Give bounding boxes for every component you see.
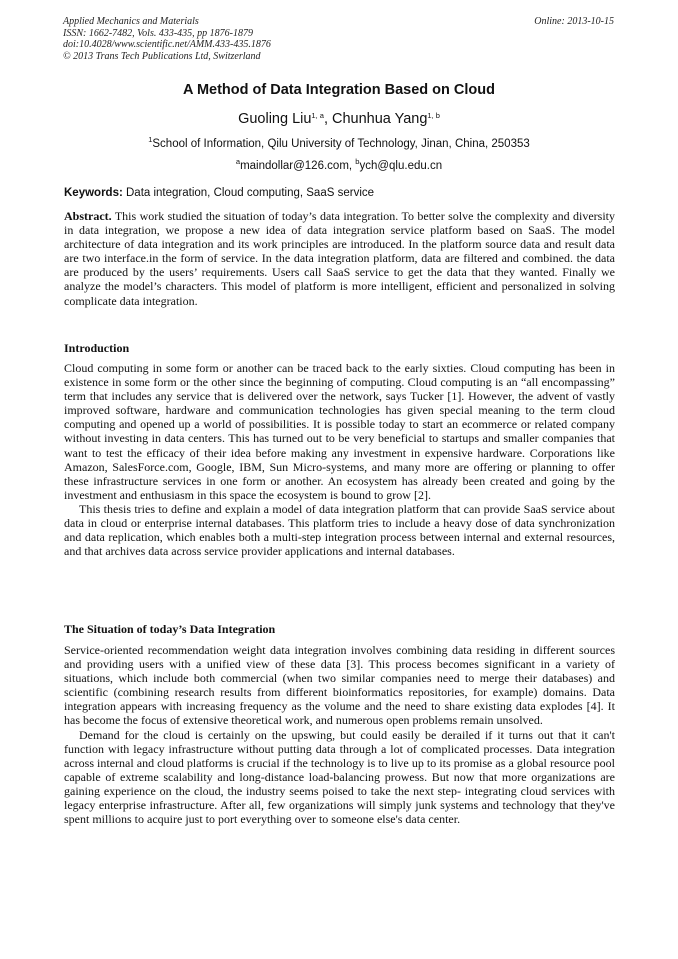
abstract bbox=[64, 209, 615, 308]
author-1-name: Guoling Liu bbox=[238, 111, 312, 127]
email-separator: , bbox=[348, 160, 356, 172]
email-b: ych@qlu.edu.cn bbox=[359, 160, 443, 172]
keywords-label: Keywords: bbox=[64, 187, 123, 199]
introduction-paragraph-1: Cloud computing in some form or another can be traced back to the early sixties. Cloud computing has been in existence in some form or the other since the beginning of computing. Cloud computing is an “all encompassing” term that includes any service that is delivered over the network, says Tucker [1]. However, the advent of vastly improved software, hardware and communication technologies has given special meaning to the term cloud computing and opened up a world of possibilities. It is possible today to start an ecommerce or related company without investing in data centers. This has turned out to be very beneficial to startups and smaller companies that want to test the efficacy of their idea before making any investment in expensive hardware. Corporations like Amazon, SalesForce.com, Google, IBM, Sun Micro-systems, and many more are offering or planning to offer these infrastructure services in one form or another. An ecosystem has already been created and going by the investment and enthusiasm in this space the ecosystem is bound to grow [2]. bbox=[64, 361, 615, 502]
author-2-name: Chunhua Yang bbox=[332, 111, 428, 127]
doi-line: doi:10.4028/www.scientific.net/AMM.433-435.1876 bbox=[63, 39, 271, 50]
abstract-label: Abstract. bbox=[64, 209, 112, 223]
email-a: maindollar@126.com bbox=[240, 160, 349, 172]
introduction-body bbox=[64, 361, 615, 558]
journal-metadata bbox=[63, 16, 271, 62]
keywords bbox=[64, 187, 374, 199]
situation-paragraph-2: Demand for the cloud is certainly on the upswing, but could easily be derailed if it turns out that it can't function with legacy infrastructure without putting data through a lot of complicated processes. Data integration across internal and cloud platforms is crucial if the technology is to live up to its promise as a global resource pool capable of extreme scalability and long-distance load-balancing prowess. But now that more organizations are gaining experience on the cloud, the industry seems poised to take the next step- integrating cloud services with legacy enterprise infrastructure. After all, few organizations will simply junk systems and technology that they've spent millions to acquire just to port everything over to someone else's data center. bbox=[64, 727, 615, 827]
affiliation bbox=[0, 135, 678, 150]
author-line bbox=[0, 111, 678, 127]
section-heading-situation: The Situation of today’s Data Integration bbox=[64, 622, 276, 636]
affiliation-mark: 1 bbox=[148, 135, 153, 144]
author-2-affiliation-mark: 1, b bbox=[427, 111, 440, 120]
email-line bbox=[0, 157, 678, 172]
author-1-affiliation-mark: 1, a bbox=[311, 111, 324, 120]
introduction-paragraph-2: This thesis tries to define and explain a model of data integration platform that can provide SaaS service about data in cloud or enterprise internal databases. This platform tries to include a heavy dose of data synchronization and data replication, which enables both a multi-step integration process between internal and external resources, and that archives data across service provider applications and internal databases. bbox=[64, 501, 615, 559]
email-a-mark: a bbox=[235, 157, 241, 166]
issn-line: ISSN: 1662-7482, Vols. 433-435, pp 1876-1879 bbox=[63, 27, 253, 39]
situation-body bbox=[64, 643, 615, 826]
abstract-text: This work studied the situation of today’s data integration. To better solve the complexity and diversity in data integration, we propose a new idea of data integration service platform based on SaaS. The model architecture of data integration and its work principles are introduced. In the platform source data and result data are two interface.in the form of service. In the data integration platform, data are filtered and combined. the data are produced by the users’ requirements. Users call SaaS service to get the data that they wanted. Finally we analyze the model’s characters. This model of platform is more intelligent, efficient and personalized in solving complicate data integration. bbox=[64, 209, 615, 308]
online-date: Online: 2013-10-15 bbox=[534, 16, 614, 27]
keywords-text: Data integration, Cloud computing, SaaS service bbox=[122, 187, 375, 199]
affiliation-text: School of Information, Qilu University of Technology, Jinan, China, 250353 bbox=[152, 138, 530, 150]
paper-title: A Method of Data Integration Based on Cloud bbox=[182, 82, 495, 98]
email-b-mark: b bbox=[355, 157, 360, 166]
situation-paragraph-1: Service-oriented recommendation weight data integration involves combining data residing in different sources and providing users with a unified view of these data [3]. This process becomes significant in a variety of situations, which include both commercial (when two similar companies need to merge their databases) and scientific (combining research results from different bioinformatics repositories, for example) domains. Data integration appears with increasing frequency as the volume and the need to share existing data explodes [4]. It has become the focus of extensive theoretical work, and numerous open problems remain unsolved. bbox=[64, 643, 615, 728]
copyright-line: © 2013 Trans Tech Publications Ltd, Switzerland bbox=[63, 50, 261, 62]
author-separator: , bbox=[323, 111, 332, 127]
journal-name: Applied Mechanics and Materials bbox=[63, 16, 199, 27]
section-heading-introduction: Introduction bbox=[64, 341, 130, 355]
